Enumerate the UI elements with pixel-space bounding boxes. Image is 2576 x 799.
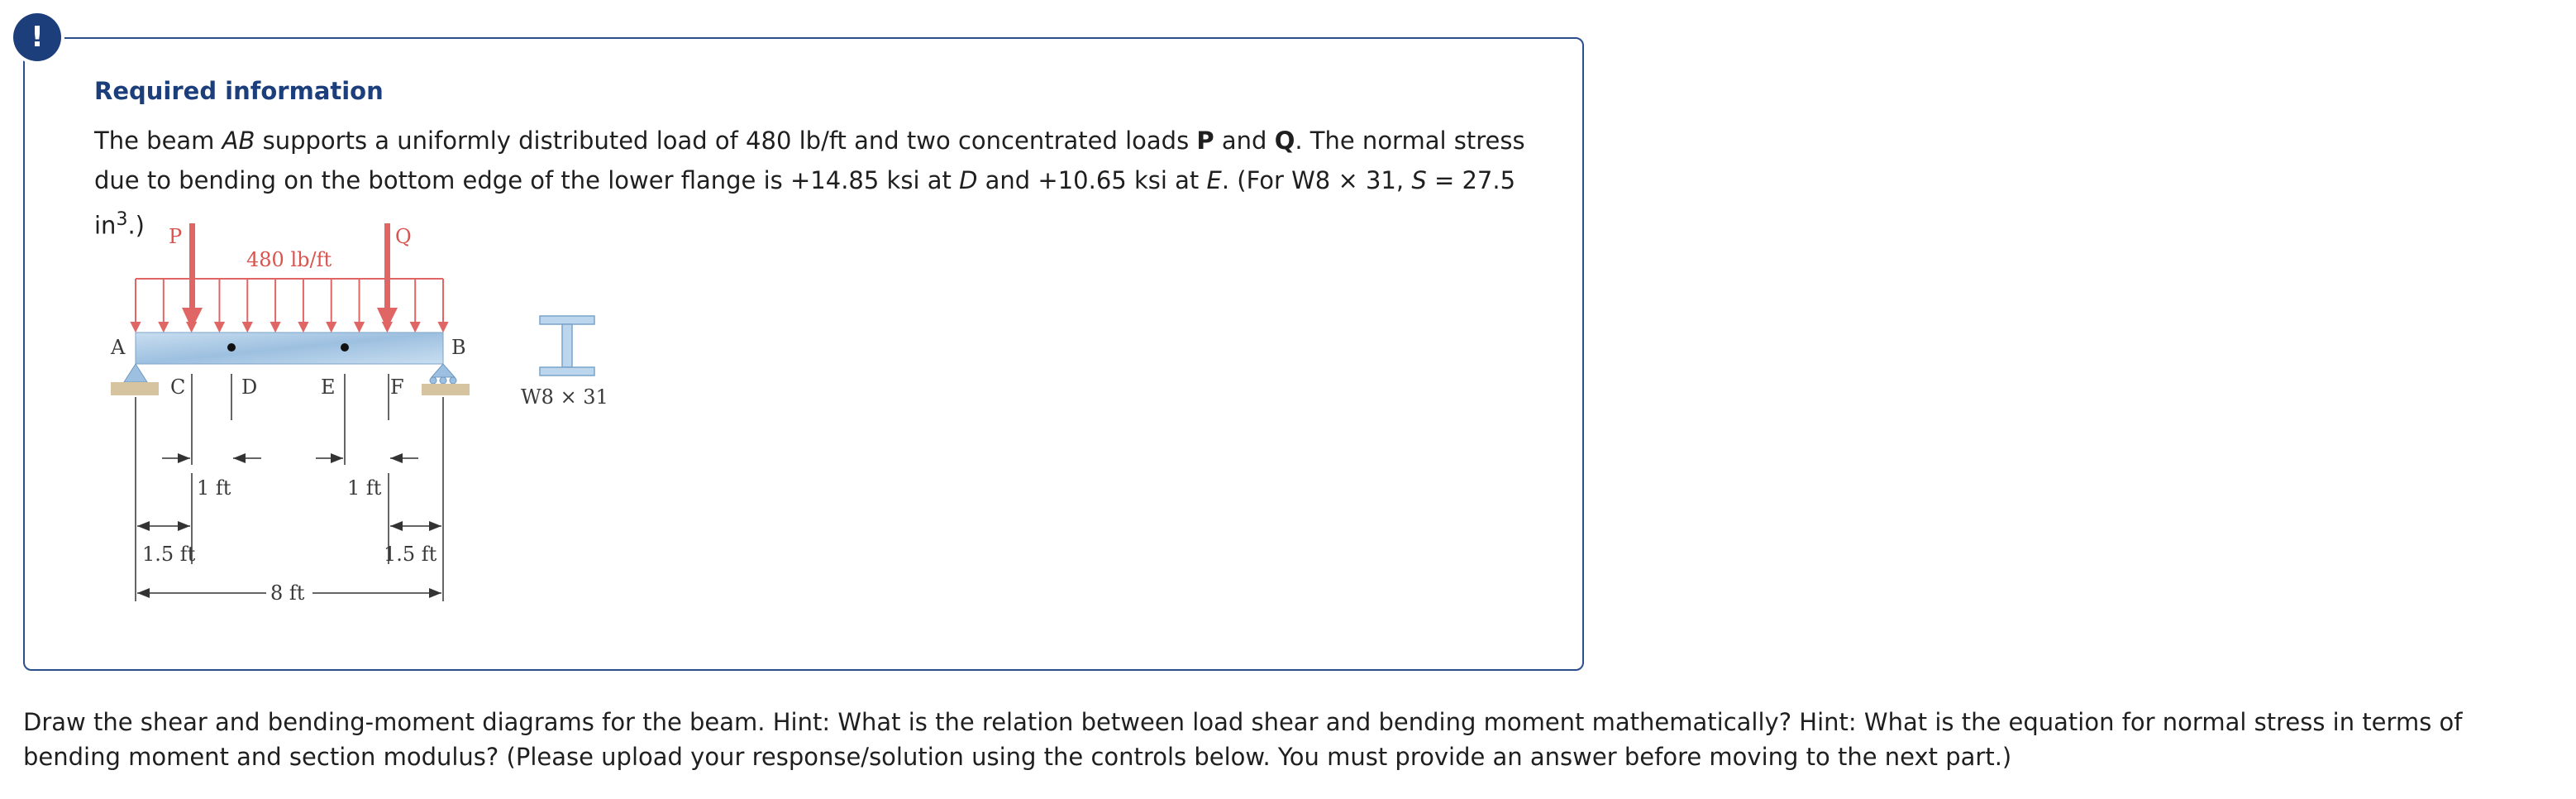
- dimension-CD-label: 1 ft: [197, 476, 231, 500]
- section-label: W8 × 31: [521, 385, 608, 409]
- distributed-load-label: 480 lb/ft: [246, 248, 332, 271]
- distributed-load-arrowhead: [160, 323, 168, 331]
- distributed-load-arrowhead: [327, 323, 336, 331]
- dimension-AB-label: 8 ft: [270, 581, 305, 605]
- distributed-load-arrowhead: [299, 323, 308, 331]
- alert-badge: [13, 13, 61, 61]
- question-text: Draw the shear and bending-moment diagrams for the beam. Hint: What is the relation between load shear and bending moment mathematically? Hint: What is the equation for normal stress in terms of bending moment and section modulus? (Please upload your response/solution using the controls below. You must provide an answer before moving to the next part.): [23, 708, 2463, 771]
- dimension-EF-label: 1 ft: [347, 476, 382, 500]
- required-information-title: Required information: [94, 77, 384, 105]
- dimension-AC-label: 1.5 ft: [142, 543, 196, 566]
- distributed-load-arrowhead: [131, 323, 140, 331]
- w-section-icon: [540, 316, 594, 376]
- point-D-marker: [227, 343, 236, 352]
- dimension-FB-label: 1.5 ft: [384, 543, 437, 566]
- roller-support-B: [422, 364, 470, 395]
- exclamation-icon: !: [31, 21, 44, 54]
- beam-figure: [99, 217, 628, 610]
- beam-AB: [136, 333, 443, 364]
- distributed-load-arrowhead: [215, 323, 223, 331]
- pin-support-A: [111, 364, 159, 395]
- point-E-label: E: [321, 376, 336, 399]
- distributed-load-arrowhead: [411, 323, 419, 331]
- distributed-load-arrowhead: [355, 323, 364, 331]
- beam-diagram: [99, 217, 628, 610]
- distributed-load-arrowhead: [439, 323, 447, 331]
- point-C-label: C: [170, 376, 186, 399]
- distributed-load-arrowhead: [271, 323, 279, 331]
- support-A-label: A: [111, 336, 126, 359]
- distributed-load-arrowhead: [243, 323, 251, 331]
- load-Q-label: Q: [395, 225, 412, 248]
- point-F-label: F: [390, 376, 404, 399]
- support-B-label: B: [451, 336, 466, 359]
- point-D-label: D: [241, 376, 258, 399]
- load-P-arrow: [182, 223, 203, 329]
- load-P-label: P: [169, 225, 183, 248]
- point-E-marker: [341, 343, 349, 352]
- problem-statement: The beam AB supports a uniformly distributed load of 480 lb/ft and two concentrated loads P and Q. The normal stress due to bending on the bottom edge of the lower flange is +14.85 ksi at D and +10.65 ksi at E. (For W8 × 31, S = 27.5 $in^3$.): [94, 127, 1525, 240]
- distributed-load: [131, 279, 447, 331]
